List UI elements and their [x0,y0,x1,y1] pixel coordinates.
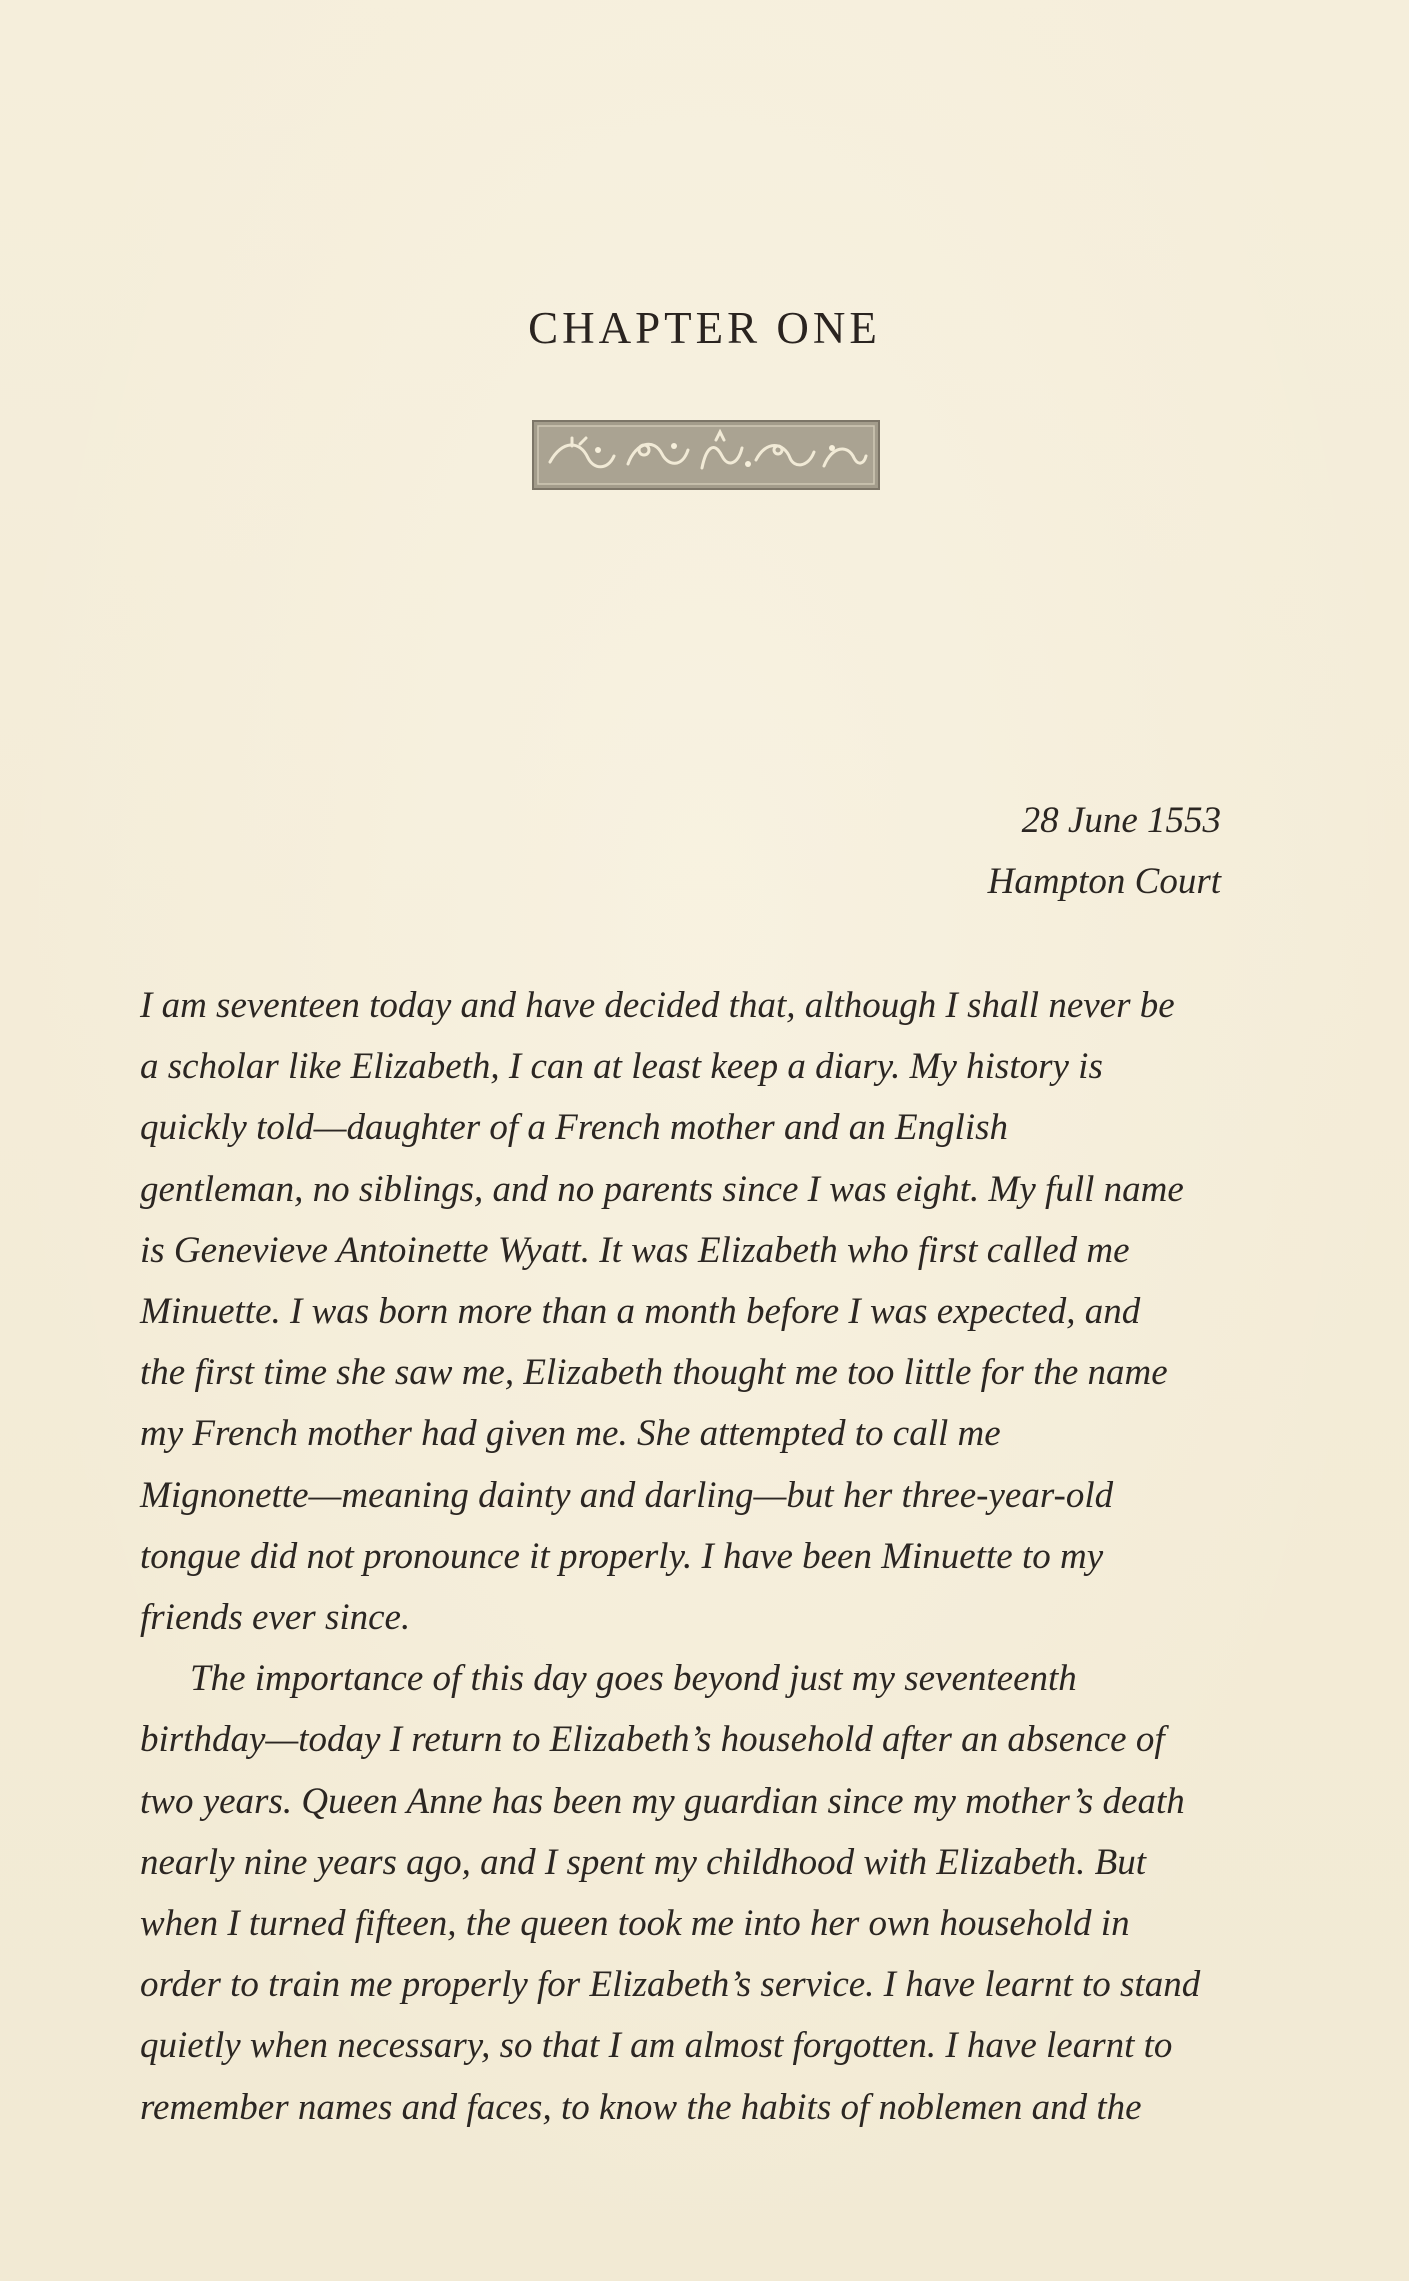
text-line: order to train me properly for Elizabeth’s service. I have learnt to stand [140,1964,1201,2006]
diary-body [140,975,1280,2138]
text-line: tongue did not pronounce it properly. I have been Minuette to my [140,1535,1104,1577]
text-line: when I turned fifteen, the queen took me into her own household in [140,1903,1130,1945]
text-line: remember names and faces, to know the habits of noblemen and the [140,2086,1142,2128]
text-line: my French mother had given me. She attempted to call me [140,1413,1001,1455]
paragraph [140,975,1280,1648]
text-line: two years. Queen Anne has been my guardian since my mother’s death [140,1780,1185,1822]
text-line: nearly nine years ago, and I spent my childhood with Elizabeth. But [140,1841,1147,1883]
chapter-title: CHAPTER ONE [528,303,881,353]
text-line: friends ever since. [140,1597,411,1639]
diary-date: 28 June 1553 [1021,800,1221,841]
text-line: a scholar like Elizabeth, I can at least keep a diary. My history is [140,1046,1103,1088]
text-line: is Genevieve Antoinette Wyatt. It was Elizabeth who first called me [140,1229,1130,1271]
diary-dateline [988,790,1221,912]
text-line: I am seventeen today and have decided that, although I shall never be [140,985,1175,1026]
text-line: Minuette. I was born more than a month before I was expected, and [140,1291,1141,1333]
text-line: quietly when necessary, so that I am almost forgotten. I have learnt to [140,2025,1173,2067]
text-line: gentleman, no siblings, and no parents since I was eight. My full name [140,1168,1184,1210]
paragraph [140,1648,1280,2138]
text-line: The importance of this day goes beyond just my seventeenth [190,1658,1077,1700]
text-line: quickly told—daughter of a French mother and an English [140,1107,1009,1149]
text-line: birthday—today I return to Elizabeth’s household after an absence of [140,1719,1165,1761]
decorative-ornament-icon [532,420,880,490]
text-line: Mignonette—meaning dainty and darling—but her three-year-old [140,1474,1114,1516]
diary-place: Hampton Court [987,861,1221,902]
text-line: the first time she saw me, Elizabeth thought me too little for the name [140,1352,1168,1394]
